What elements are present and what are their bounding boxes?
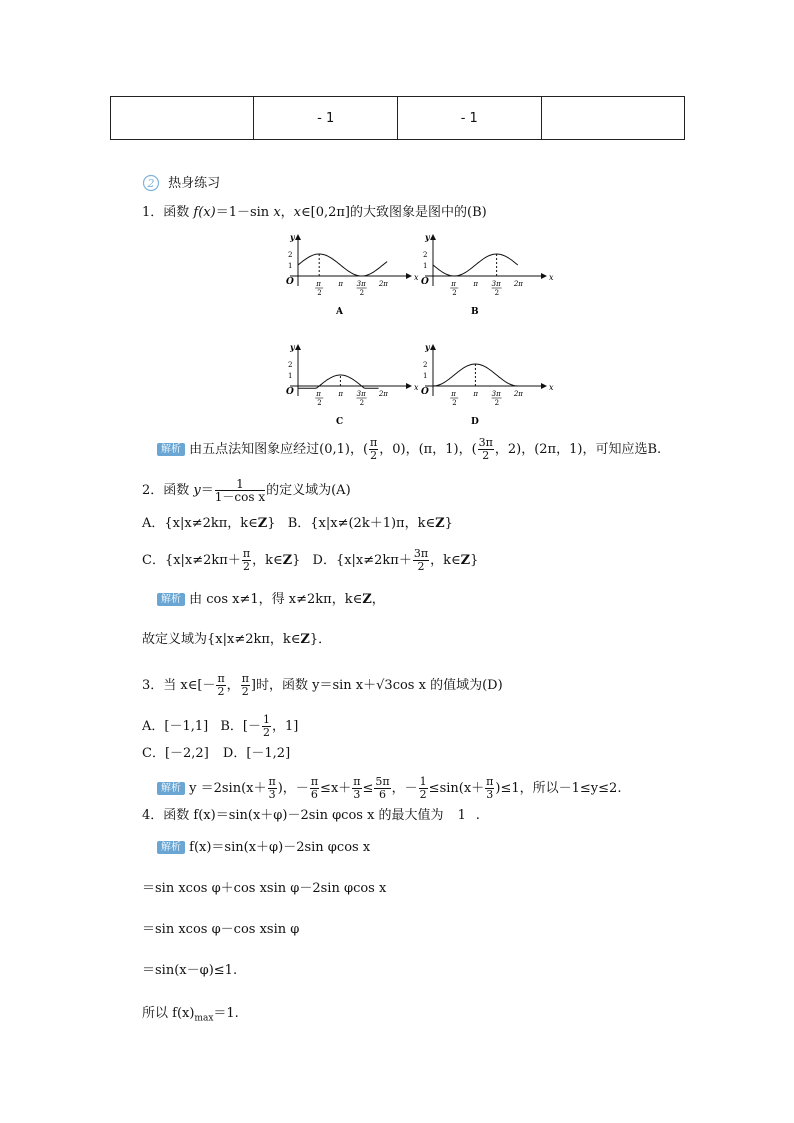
question-3-options-ab: A．[－1,1] B．[－ $\frac{1}{2}$ ，1] [142,713,299,739]
answer-1: 解析 由五点法知图象应经过(0,1)，( $\frac{\pi}{2}$ ，0)，(π，1)，( $\frac{3\pi}{2}$ ，2)，(2π，1)，可知应选B. [157,437,661,462]
answer-4-line-2: ＝sin xcos φ＋cos xsin φ－2sin φcos x [142,881,387,896]
answer-4-line-5: 所以 $f(x)_{max}=1$. [142,1006,239,1024]
origin-label: O [421,387,429,397]
x-axis-label: x [414,383,419,392]
origin-label: O [286,277,294,287]
x-tick-label: 2 [452,399,457,407]
y-axis-arrow-icon [430,234,436,240]
svg-text:2: 2 [147,177,155,190]
origin-label: O [421,277,429,287]
section-header [142,174,220,192]
y-tick-label: 1 [288,372,293,380]
curve [433,364,518,386]
y-tick-label: 2 [288,251,293,259]
origin-label: O [286,387,294,397]
question-2-options-ab: A．{x|x≠2kπ，k∈Z} B．{x|x≠(2k＋1)π，k∈Z} [142,516,453,531]
question-3: 3．当 x∈[－ $\frac{\pi}{2}$ ， $\frac{\pi}{2}$ ]时，函数 y＝sin x＋√3cos x 的值域为(D) [142,672,503,698]
curve [298,254,387,276]
y-axis-label: y [425,342,430,352]
x-tick-label: π [316,390,321,398]
y-axis-arrow-icon [430,344,436,350]
x-tick-label: 2 [494,399,500,407]
x-axis-arrow-icon [541,273,547,279]
graph-label: C [336,417,344,427]
x-tick-label: π [316,280,321,288]
x-tick-label: 3π [491,390,501,398]
y-axis-label: y [290,232,295,242]
y-tick-label: 1 [423,372,428,380]
y-axis-label: y [425,232,430,242]
graphs-figure [280,228,554,428]
graph-label: B [471,307,479,317]
x-tick-label: 2 [317,289,322,297]
x-tick-label: π [451,280,456,288]
answer-2: 解析 由 cos x≠1，得 x≠2kπ，k∈Z， [157,592,385,608]
answer-4-line-1: 解析 f(x)＝sin(x＋φ)－2sin φcos x [157,840,370,856]
x-tick-label: 3π [356,390,366,398]
x-tick-label: 2 [317,399,322,407]
analysis-badge: 解析 [157,782,185,795]
x-tick-label: 2 [359,399,365,407]
x-tick-label: 2 [359,289,365,297]
x-tick-label: 3π [356,280,366,288]
table-cell: - 1 [254,97,398,140]
answer-blank: 1 [457,808,466,823]
x-tick-label: 3π [491,280,501,288]
x-axis-label: x [549,383,554,392]
x-tick-label: π [338,390,344,398]
curve [433,254,518,276]
answer-2-conclusion: 故定义域为{x|x≠2kπ，k∈Z}． [142,632,332,647]
y-axis-label: y [290,342,295,352]
x-tick-label: π [451,390,456,398]
answer-4-line-4: ＝sin(x－φ)≤1. [142,963,238,978]
x-tick-label: π [473,390,479,398]
question-3-options-cd: C．[－2,2] D．[－1,2] [142,746,291,761]
graph-label: D [471,417,479,427]
y-tick-label: 1 [288,262,293,270]
table-cell [111,97,254,140]
x-tick-label: 2 [452,289,457,297]
y-axis-arrow-icon [295,234,301,240]
x-axis-arrow-icon [406,273,412,279]
x-axis-arrow-icon [406,383,412,389]
x-axis-label: x [414,273,419,282]
x-tick-label: π [338,280,344,288]
x-tick-label: 2π [378,280,388,288]
question-4: 4．函数 f(x)＝sin(x＋φ)－2sin φcos x 的最大值为 1 . [142,808,480,823]
x-tick-label: 2π [378,390,388,398]
answer-3: 解析 y ＝2sin(x＋ $\frac{\pi}{3}$ )，－ $\frac{\pi}{6}$ ≤x＋ $\frac{\pi}{3}$ ≤ $\frac{5\pi}{6}$ ，－ $\frac{1}{2}$ ≤sin(x＋ $\frac{\pi}{3}$ )≤1，所以－1≤y≤2. [157,776,621,801]
x-tick-label: 2π [513,280,523,288]
table-cell: - 1 [397,97,541,140]
x-axis-arrow-icon [541,383,547,389]
x-tick-label: 2 [494,289,500,297]
circled-two-icon [142,174,160,192]
graph-label: A [336,307,343,317]
question-2: 2．函数 y＝ $\frac{1}{\text{1－cos x}}$ 的定义域为(A) [142,477,351,504]
y-tick-label: 2 [423,361,428,369]
value-table [110,96,685,140]
question-1: 1．函数 f(x)＝1－sin x，x∈[0,2π]的大致图象是图中的(B) [142,205,487,220]
x-tick-label: π [473,280,479,288]
y-tick-label: 2 [423,251,428,259]
y-axis-arrow-icon [295,344,301,350]
analysis-badge: 解析 [157,443,185,456]
y-tick-label: 2 [288,361,293,369]
y-tick-label: 1 [423,262,428,270]
x-axis-label: x [549,273,554,282]
section-title: 热身练习 [168,175,221,191]
analysis-badge: 解析 [157,593,185,606]
answer-4-line-3: ＝sin xcos φ－cos xsin φ [142,922,300,937]
question-2-options-cd: C．{x|x≠2kπ＋ $\frac{\pi}{2}$ ，k∈Z} D．{x|x≠2kπ＋ $\frac{3\pi}{2}$ ，k∈Z} [142,547,479,573]
x-tick-label: 2π [513,390,523,398]
table-cell [541,97,684,140]
analysis-badge: 解析 [157,841,185,854]
